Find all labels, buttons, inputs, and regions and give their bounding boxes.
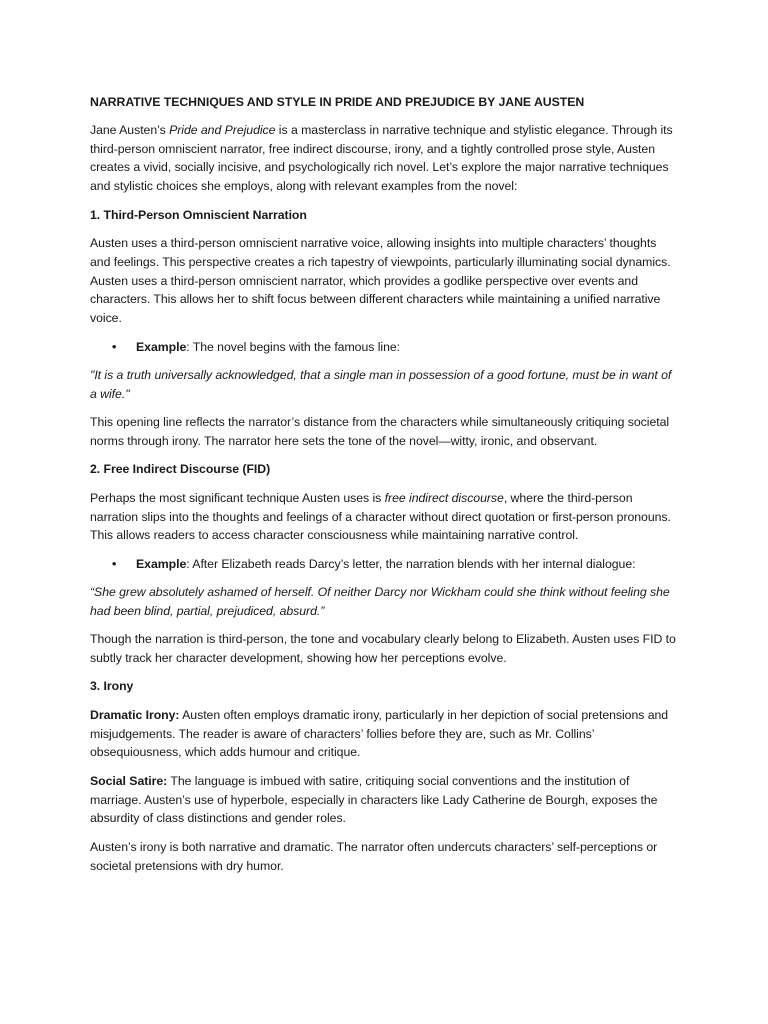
section-2-body (90, 489, 680, 545)
intro-text-end: is a masterclass in narrative technique and stylistic elegance. Through its third-person omniscient narrator, free indirect discourse, irony, and a tightly controlled prose style, Austen creates a vivid, socially incisive, and psychologically rich novel. Let’s explore the major narrative techniques and stylistic choices she employs, along with relevant examples from the novel: (90, 122, 673, 194)
irony-closing-paragraph: Austen’s irony is both narrative and dramatic. The narrator often undercuts characters’ self-perceptions or societal pretensions with dry humor. (90, 839, 658, 873)
section-2-body-start: Perhaps the most significant technique Austen uses is (90, 490, 385, 505)
section-2-quote: “She grew absolutely ashamed of herself. Of neither Darcy nor Wickham could she think without feeling she had been blind, partial, prejudiced, absurd.” (90, 585, 670, 618)
section-1-commentary: This opening line reflects the narrator’s distance from the characters while simultaneously critiquing societal norms through irony. The narrator here sets the tone of the novel—witty, ironic, and observant. (90, 415, 670, 448)
social-satire-text: The language is imbued with satire, critiquing social conventions and the institution of marriage. Austen’s use of hyperbole, especially in characters like Lady Catherine de Bourgh, exposes the absurdity of class distinctions and gender roles. (90, 773, 658, 826)
example-label: Example (136, 556, 187, 571)
social-satire-label: Social Satire: (90, 773, 168, 788)
example-text: : The novel begins with the famous line: (186, 339, 401, 354)
example-text: : After Elizabeth reads Darcy’s letter, the narration blends with her internal dialogue: (186, 556, 636, 571)
social-satire-paragraph (90, 772, 680, 828)
section-1-body: Austen uses a third-person omniscient narrative voice, allowing insights into multiple characters’ thoughts and feelings. This perspective creates a rich tapestry of viewpoints, particularly illuminating social dynamics. Austen uses a third-person omniscient narrator, which provides a godlike perspective over events and characters. This allows her to shift focus between different characters while maintaining a unified narrative voice. (90, 235, 671, 326)
section-1-heading: 1. Third-Person Omniscient Narration (90, 207, 307, 222)
dramatic-irony-paragraph (90, 706, 680, 762)
intro-text-start: Jane Austen’s (90, 122, 170, 137)
fid-term: free indirect discourse (384, 490, 504, 505)
dramatic-irony-text: Austen often employs dramatic irony, particularly in her depiction of social pretensions and misjudgements. The reader is aware of characters’ follies before they are, such as Mr. Collins’ obsequiousness, which adds humour and critique. (90, 707, 669, 760)
section-2-body-end: , where the third-person narration slips into the thoughts and feelings of a character without direct quotation or first-person pronouns. This allows readers to access character consciousness while maintaining narrative control. (90, 490, 671, 543)
bullet-dot-icon: • (112, 339, 117, 354)
section-1-quote: "It is a truth universally acknowledged, that a single man in possession of a good fortune, must be in want of a wife." (90, 367, 672, 401)
book-title: Pride and Prejudice (169, 122, 276, 137)
section-1-example-bullet (90, 338, 680, 357)
section-2-commentary: Though the narration is third-person, the tone and vocabulary clearly belong to Elizabeth. Austen uses FID to subtly track her character development, showing how her perceptions evolve. (90, 632, 676, 666)
example-label: Example (136, 339, 187, 354)
document-title: NARRATIVE TECHNIQUES AND STYLE IN PRIDE AND PREJUDICE BY JANE AUSTEN (90, 95, 585, 109)
section-3-heading: 3. Irony (90, 679, 134, 694)
section-2-example-bullet (90, 555, 680, 574)
dramatic-irony-label: Dramatic Irony: (90, 707, 180, 722)
section-2-heading: 2. Free Indirect Discourse (FID) (90, 462, 271, 477)
intro-paragraph (90, 121, 680, 196)
bullet-dot-icon: • (112, 556, 117, 571)
